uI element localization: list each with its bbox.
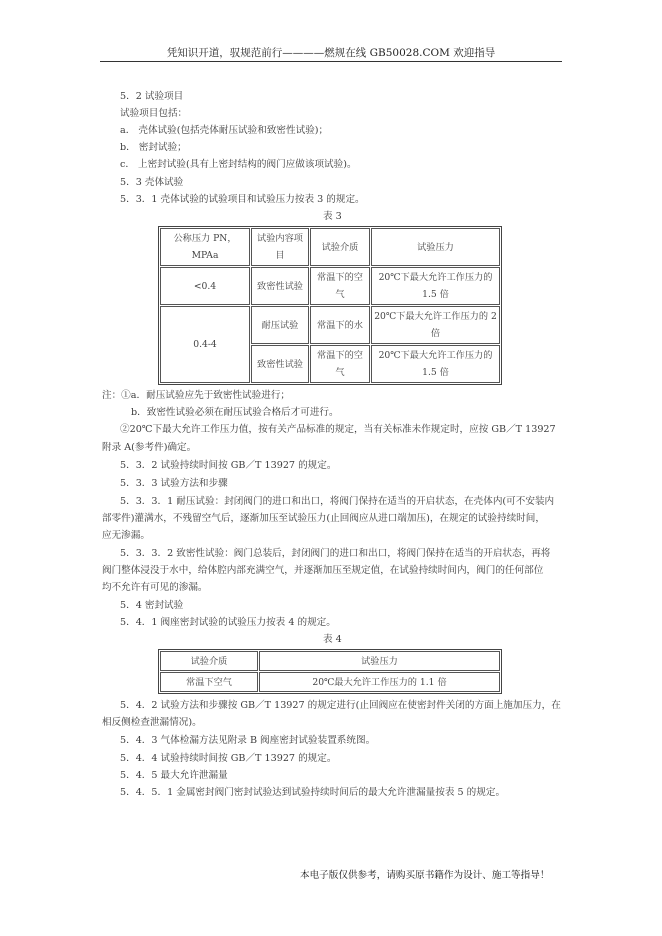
test-items-intro: 试验项目包括： [120,108,188,119]
table4-header-medium: 试验介质 [160,651,258,671]
section-5-4-1: 5．4．1 阀座密封试验的试验压力按表 4 的规定。 [120,617,336,628]
section-5-3-3-2-line1: 5．3．3．2 致密性试验：阀门总装后，封闭阀门的进口和出口，将阀门保持在适当的开启状态，再将 [120,548,551,559]
section-5-4-4: 5．4．4 试验持续时间按 GB／T 13927 的规定。 [120,753,337,764]
table3-header-pressure: 试验压力 [371,228,500,266]
table4-header-pressure: 试验压力 [259,651,500,671]
item-a: a． 壳体试验(包括壳体耐压试验和致密性试验)； [120,125,329,136]
table-row [160,672,500,692]
note-2b: 附录 A(参考件)确定。 [102,442,197,453]
section-5-4-3: 5．4．3 气体检漏方法见附录 B 阀座密封试验装置系统图。 [120,735,376,746]
section-5-3-3-1-line1: 5．3．3．1 耐压试验：封闭阀门的进口和出口，将阀门保持在适当的开启状态，在壳体内(可不安装内 [120,496,555,507]
note-2a: ②20℃下最大允许工作压力值，按有关产品标准的规定，当有关标准未作规定时，应按 GB／T 13927 [120,424,556,435]
table4-cell-pressure: 20℃最大允许工作压力的 1.1 倍 [259,672,500,692]
table3-header-pn: 公称压力 PN，MPAa [160,228,250,266]
page-header: 凭知识开道，驭规范前行————燃规在线 GB50028.COM 欢迎指导 [166,47,496,59]
section-5-3-3-2-line3: 均不允许有可见的渗漏。 [102,582,208,593]
table3-cell-pressure: 20℃下最大允许工作压力的 1.5 倍 [371,267,500,305]
section-5-4-5: 5．4．5 最大允许泄漏量 [120,770,228,781]
section-5-3-3-1-line2: 部零件)灌满水，不残留空气后，逐渐加压至试验压力(止回阀应从进口端加压)，在规定的试验持续时间， [102,513,545,524]
table3-cell-medium: 常温下的空气 [310,345,370,383]
table3-cell-pressure: 20℃下最大允许工作压力的 1.5 倍 [371,345,500,383]
table4-caption: 表 4 [323,634,342,645]
table3-cell-item: 致密性试验 [251,345,309,383]
table3-cell-medium: 常温下的空气 [310,267,370,305]
table3-cell-pn: <0.4 [160,267,250,305]
section-5-3-2: 5．3．2 试验持续时间按 GB／T 13927 的规定。 [120,460,337,471]
section-5-3-3-2-line2: 阀门整体浸没于水中，给体腔内部充满空气，并逐渐加压至规定值，在试验持续时间内，阀门的任何部位 [102,565,544,576]
section-5-4-2-line2: 相反侧检查泄漏情况)。 [102,717,202,728]
table-row [160,306,500,344]
page-footer: 本电子版仅供参考，请购买原书籍作为设计、施工等指导！ [300,870,550,881]
item-c: c． 上密封试验(具有上密封结构的阀门应做该项试验)。 [120,159,357,170]
table3-cell-pressure: 20℃下最大允许工作压力的 2 倍 [371,306,500,344]
table3-cell-medium: 常温下的水 [310,306,370,344]
table3-cell-item: 耐压试验 [251,306,309,344]
header-rule [100,61,562,62]
table3-cell-pn: 0.4-4 [160,306,250,383]
section-5-3: 5．3 壳体试验 [120,177,184,188]
note-1a: 注：①a．耐压试验应先于致密性试验进行； [102,390,291,401]
section-5-3-3: 5．3．3 试验方法和步骤 [120,478,228,489]
table-3 [158,226,502,385]
table4-cell-medium: 常温下空气 [160,672,258,692]
table3-header-medium: 试验介质 [310,228,370,266]
table3-header-item: 试验内容项目 [251,228,309,266]
section-5-4-5-1: 5．4．5．1 金属密封阀门密封试验达到试验持续时间后的最大允许泄漏量按表 5 的规定。 [120,787,506,798]
table-row [160,267,500,305]
section-5-3-3-1-line3: 应无渗漏。 [102,530,150,541]
item-b: b． 密封试验； [120,142,187,153]
table3-caption: 表 3 [323,211,342,222]
section-5-4: 5．4 密封试验 [120,600,184,611]
table-4 [158,649,502,694]
section-5-4-2-line1: 5．4．2 试验方法和步骤按 GB／T 13927 的规定进行(止回阀应在使密封件关闭的方面上施加压力，在 [120,700,561,711]
table3-cell-item: 致密性试验 [251,267,309,305]
section-5-2: 5．2 试验项目 [120,91,184,102]
section-5-3-1: 5．3．1 壳体试验的试验项目和试验压力按表 3 的规定。 [120,194,365,205]
note-1b: b．致密性试验必须在耐压试验合格后才可进行。 [131,407,339,418]
